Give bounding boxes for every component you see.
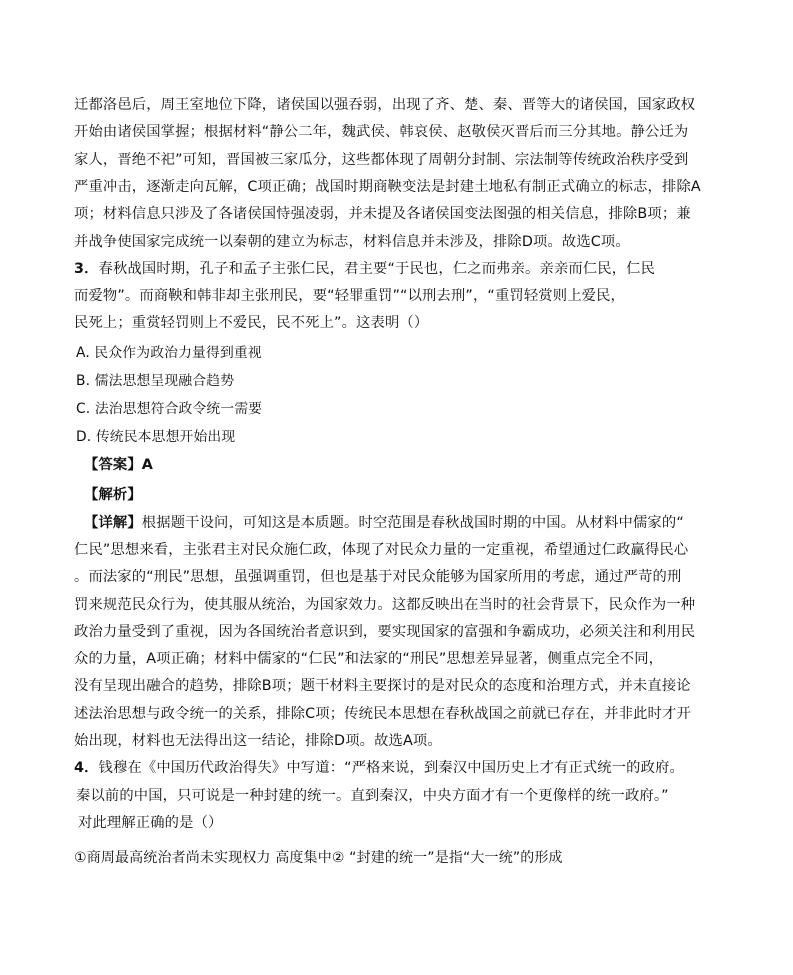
detail-line: 众的力量，A项正确；材料中儒家的“仁民”和法家的“刑民”思想差异显著，侧重点完全不同，: [74, 651, 664, 667]
detail-text: 根据题干设问，可知这是本质题。时空范围是春秋战国时期的中国。从材料中儒家的“: [141, 515, 684, 531]
detail-line: 述法治思想与政令统一的关系，排除C项；传统民本思想在春秋战国之前就已存在，并非此时才开: [74, 706, 691, 722]
question-stem-text: 钱穆在《中国历代政治得失》中写道：“严格来说，到秦汉中国历史上才有正式统一的政府。: [98, 760, 684, 776]
answer-value: A: [141, 457, 154, 473]
detail-line: 始出现，材料也无法得出这一结论，排除D项。故选A项。: [74, 733, 442, 749]
detail-line: 仁民”思想来看，主张君主对民众施仁政，体现了对民众力量的一定重视，希望通过仁政赢得民心: [74, 542, 689, 558]
question-4-stem-line: [74, 758, 684, 778]
question-stem-text: 春秋战国时期，孔子和孟子主张仁民，君主要“于民也，仁之而弗亲。亲亲而仁民，仁民: [98, 261, 656, 277]
paragraph-line: 严重冲击，逐渐走向瓦解，C项正确；战国时期商鞅变法是封建土地私有制正式确立的标志，排除A: [74, 179, 701, 195]
question-number: 3．: [74, 261, 99, 277]
question-number: 4．: [74, 760, 99, 776]
question-4-stem-line: 秦以前的中国，只可说是一种封建的统一。直到秦汉，中央方面才有一个更像样的统一政府。”: [76, 788, 669, 804]
option-a: A. 民众作为政治力量得到重视: [76, 345, 262, 361]
question-4-stem-line: 对此理解正确的是（）: [78, 815, 223, 831]
paragraph-line: 开始由诸侯国掌握；根据材料“静公二年，魏武侯、韩哀侯、赵敬侯灭晋后而三分其地。静公迁为: [74, 124, 689, 140]
option-d: D. 传统民本思想开始出现: [76, 429, 236, 445]
paragraph-line: 并战争使国家完成统一以秦朝的建立为标志，材料信息并未涉及，排除D项。故选C项。: [74, 234, 630, 250]
question-4-statement-line: ①商周最高统治者尚未实现权力 高度集中② “封建的统一”是指“大一统”的形成: [74, 850, 563, 866]
answer-label: 【答案】: [84, 457, 142, 473]
detail-label: 【详解】: [84, 515, 142, 531]
detail-line: 罚来规范民众行为，使其服从统治，为国家效力。这都反映出在当时的社会背景下，民众作为一种: [74, 597, 696, 613]
paragraph-line: 迁都洛邑后，周王室地位下降，诸侯国以强吞弱，出现了齐、楚、秦、晋等大的诸侯国，国家政权: [74, 97, 696, 113]
detail-line: [84, 513, 684, 533]
paragraph-line: 家人，晋绝不祀”可知，晋国被三家瓜分，这些都体现了周朝分封制、宗法制等传统政治秩序受到: [74, 152, 689, 168]
question-3-stem-line: 民死上；重赏轻罚则上不爱民，民不死上”。这表明（）: [74, 315, 429, 331]
detail-line: 政治力量受到了重视，因为各国统治者意识到，要实现国家的富强和争霸成功，必须关注和利用民: [74, 624, 696, 640]
answer-line: [84, 455, 153, 475]
analysis-label: 【解析】: [84, 487, 142, 503]
question-3-stem-line: [74, 259, 655, 279]
option-b: B. 儒法思想呈现融合趋势: [76, 373, 235, 389]
detail-line: 。而法家的“刑民”思想，虽强调重罚，但也是基于对民众能够为国家所用的考虑，通过严苛的刑: [74, 569, 682, 585]
paragraph-line: 项；材料信息只涉及了各诸侯国恃强凌弱，并未提及各诸侯国变法图强的相关信息，排除B项；兼: [74, 206, 691, 222]
option-c: C. 法治思想符合政令统一需要: [76, 401, 263, 417]
question-3-stem-line: 而爱物”。而商鞅和韩非却主张刑民，要“轻罪重罚”“以刑去刑”，“重罚轻赏则上爱民，: [74, 288, 625, 304]
detail-line: 没有呈现出融合的趋势，排除B项；题干材料主要探讨的是对民众的态度和治理方式，并未直接论: [74, 678, 691, 694]
